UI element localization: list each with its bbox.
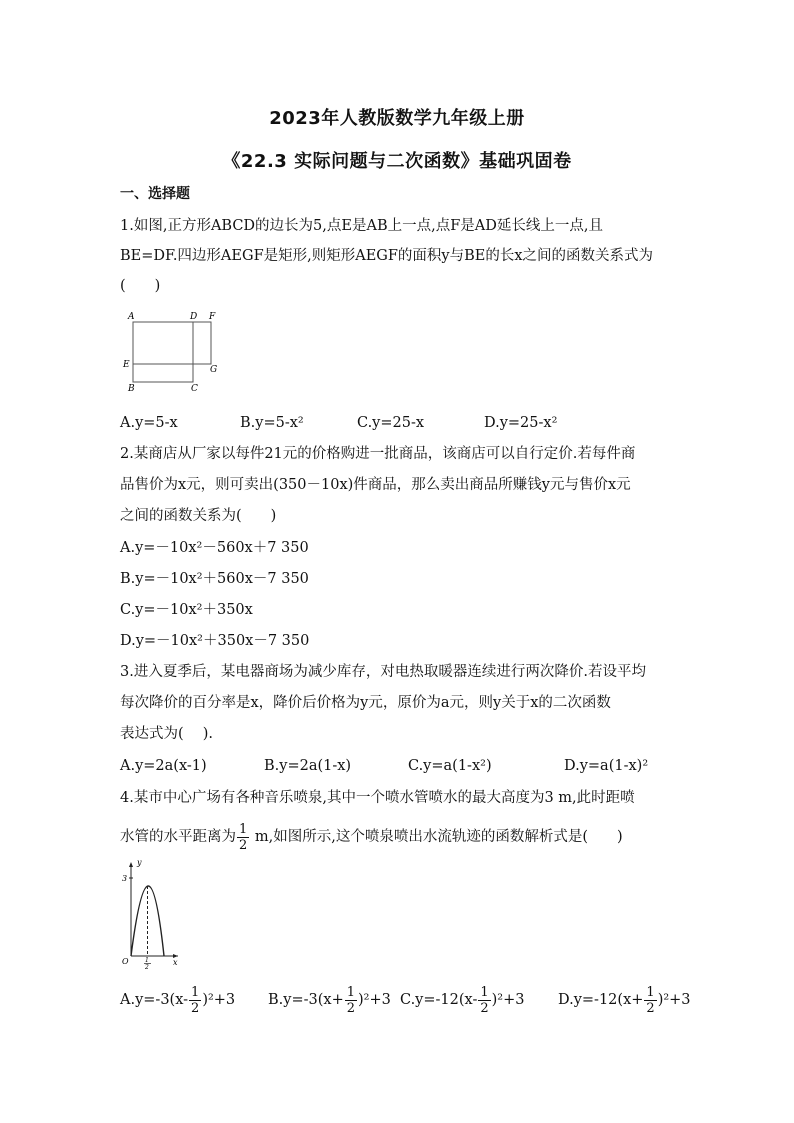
q1-option-a[interactable]: A.y=5-x <box>120 415 178 431</box>
q2-option-d[interactable]: D.y=－10x²＋350x－7 350 <box>120 633 310 649</box>
fraction-denominator: 2 <box>191 1000 200 1016</box>
q4-line-2 <box>120 820 623 854</box>
document-subtitle: 《22.3 实际问题与二次函数》基础巩固卷 <box>222 151 572 172</box>
fraction-denominator: 2 <box>239 837 248 853</box>
option-text: B.y=-3(x+ <box>268 992 344 1008</box>
label-e: E <box>123 360 130 370</box>
option-text: D.y=-12(x+ <box>558 992 644 1008</box>
label-f: F <box>209 312 216 322</box>
label-a: A <box>128 312 135 322</box>
q1-line-3: ( ) <box>120 278 161 294</box>
q4-line-2-pre: 水管的水平距离为 <box>120 829 236 845</box>
fraction-numerator: 1 <box>646 984 655 1000</box>
label-c: C <box>191 384 198 394</box>
q3-line-1: 3.进入夏季后，某电器商场为减少库存，对电热取暖器连续进行两次降价.若设平均 <box>120 664 646 680</box>
q2-line-1: 2.某商店从厂家以每件21元的价格购进一批商品，该商店可以自行定价.若每件商 <box>120 446 636 462</box>
option-text: )²+3 <box>202 992 236 1008</box>
option-text: )²+3 <box>358 992 391 1008</box>
option-text: A.y=-3(x- <box>120 992 189 1008</box>
q3-option-b[interactable]: B.y=2a(1-x) <box>264 758 352 774</box>
q2-line-2: 品售价为x元，则可卖出(350－10x)件商品，那么卖出商品所赚钱y元与售价x元 <box>120 477 631 493</box>
origin-label: O <box>122 957 129 966</box>
option-fraction <box>189 985 201 1016</box>
q3-line-2: 每次降价的百分率是x，降价后价格为y元，原价为a元，则y关于x的二次函数 <box>120 695 611 711</box>
y-tick-label-3: 3 <box>122 874 128 883</box>
fraction-denominator: 2 <box>646 1000 655 1016</box>
q2-option-b[interactable]: B.y=－10x²＋560x－7 350 <box>120 571 309 587</box>
fraction-numerator: 1 <box>239 821 248 837</box>
x-tick-half-den: 2 <box>145 964 149 970</box>
q1-square-figure <box>118 308 228 394</box>
q2-option-a[interactable]: A.y=－10x²－560x＋7 350 <box>120 540 309 556</box>
q1-option-c[interactable]: C.y=25-x <box>357 415 425 431</box>
label-b: B <box>128 384 135 394</box>
q2-option-c[interactable]: C.y=－10x²＋350x <box>120 602 253 618</box>
fraction-numerator: 1 <box>346 984 355 1000</box>
q1-option-b[interactable]: B.y=5-x² <box>240 415 304 431</box>
rectangle-aegf <box>133 322 211 364</box>
fraction-numerator: 1 <box>191 984 200 1000</box>
option-text: )²+3 <box>491 992 525 1008</box>
option-text: C.y=-12(x- <box>400 992 478 1008</box>
q4-option-c[interactable] <box>400 983 525 1017</box>
q4-fraction-half <box>237 822 249 853</box>
q1-line-2: BE=DF.四边形AEGF是矩形,则矩形AEGF的面积y与BE的长x之间的函数关系式为 <box>120 248 654 264</box>
q3-option-d[interactable]: D.y=a(1-x)² <box>564 758 649 774</box>
q4-option-b[interactable] <box>268 983 391 1017</box>
q2-line-3: 之间的函数关系为( ) <box>120 508 277 524</box>
fraction-numerator: 1 <box>480 984 489 1000</box>
square-abcd <box>133 322 193 382</box>
label-d: D <box>190 312 198 322</box>
q4-parabola-figure <box>116 858 186 970</box>
q1-line-1: 1.如图,正方形ABCD的边长为5,点E是AB上一点,点F是AD延长线上一点,且 <box>120 218 603 234</box>
q4-line-1: 4.某市中心广场有各种音乐喷泉,其中一个喷水管喷水的最大高度为3 m,此时距喷 <box>120 790 635 806</box>
fraction-denominator: 2 <box>480 1000 489 1016</box>
q4-option-a[interactable] <box>120 983 235 1017</box>
q4-line-2-post: m,如图所示,这个喷泉喷出水流轨迹的函数解析式是( ) <box>250 829 623 845</box>
q1-option-d[interactable]: D.y=25-x² <box>484 415 558 431</box>
option-fraction <box>644 985 656 1016</box>
q3-line-3: 表达式为( ). <box>120 726 214 742</box>
q3-option-c[interactable]: C.y=a(1-x²) <box>408 758 492 774</box>
y-axis-arrow <box>129 862 133 867</box>
option-fraction <box>345 985 357 1016</box>
x-tick-half-num: 1 <box>145 957 149 964</box>
x-axis-label: x <box>173 958 178 967</box>
section-heading: 一、选择题 <box>120 186 190 202</box>
q4-option-d[interactable] <box>558 983 691 1017</box>
document-title: 2023年人教版数学九年级上册 <box>269 108 525 129</box>
label-g: G <box>210 365 218 375</box>
option-text: )²+3 <box>657 992 691 1008</box>
y-axis-label: y <box>137 858 142 867</box>
fraction-denominator: 2 <box>346 1000 355 1016</box>
q3-option-a[interactable]: A.y=2a(x-1) <box>120 758 207 774</box>
option-fraction <box>478 985 490 1016</box>
